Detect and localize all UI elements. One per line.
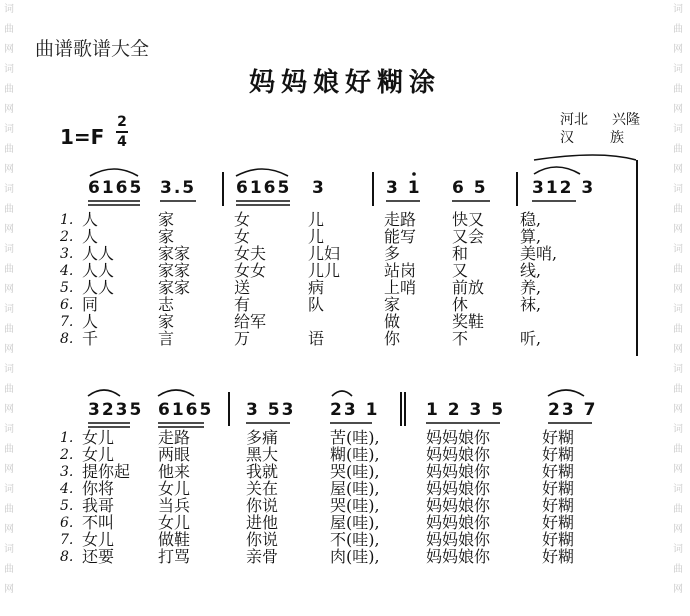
watermark-glyph: 网 <box>673 164 683 175</box>
note-group: 6165 <box>158 400 214 420</box>
watermark-glyph: 词 <box>673 364 683 375</box>
lyric-text: 打骂 <box>158 547 191 566</box>
note-group: 23 7 <box>548 400 598 420</box>
lyric-text: 哭(哇), <box>330 462 380 481</box>
watermark-glyph: 曲 <box>673 84 683 95</box>
slur <box>534 155 636 160</box>
meta-transcribe: 汉 族 <box>560 130 624 146</box>
watermark-glyph: 词 <box>673 184 683 195</box>
lyric-text: 又 <box>452 261 469 280</box>
lyric-text: 不 <box>452 329 469 348</box>
watermark-glyph: 网 <box>673 284 683 295</box>
lyric-text: 儿儿 <box>308 261 341 280</box>
slur <box>332 391 352 396</box>
note-group: 3.5 <box>160 178 197 198</box>
slur <box>236 169 288 176</box>
lyric-text: 走路 <box>158 428 191 447</box>
lyric-text: 两眼 <box>158 445 191 464</box>
verse-number: 5. <box>60 498 74 514</box>
watermark-glyph: 词 <box>4 544 14 555</box>
lyric-text: 屋(哇), <box>330 513 380 532</box>
lyric-text: 算, <box>520 227 542 246</box>
watermark-glyph: 曲 <box>4 564 14 575</box>
lyric-text: 关在 <box>246 479 279 498</box>
lyric-text: 肉(哇), <box>330 547 380 566</box>
verse-number: 8. <box>60 549 74 565</box>
lyric-text: 女儿 <box>82 530 115 549</box>
lyric-text: 能写 <box>384 227 417 246</box>
lyric-text: 好糊 <box>542 479 575 498</box>
lyric-text: 家 <box>158 227 175 246</box>
watermark-glyph: 网 <box>673 44 683 55</box>
watermark-glyph: 词 <box>4 364 14 375</box>
watermark-glyph: 词 <box>4 64 14 75</box>
lyric-text: 妈妈娘你 <box>426 479 491 498</box>
verse-number: 4. <box>60 481 74 497</box>
lyric-text: 亲骨 <box>246 547 279 566</box>
watermark-glyph: 曲 <box>4 264 14 275</box>
lyric-text: 屋(哇), <box>330 479 380 498</box>
watermark-glyph: 网 <box>4 584 14 595</box>
watermark-glyph: 词 <box>673 124 683 135</box>
lyric-text: 人人 <box>82 261 115 280</box>
lyric-text: 万 <box>234 329 251 348</box>
lyric-text: 当兵 <box>158 496 191 515</box>
lyric-text: 儿 <box>308 210 325 229</box>
lyric-text: 做 <box>384 312 401 331</box>
watermark-glyph: 词 <box>4 4 14 15</box>
lyric-text: 快又 <box>452 210 485 229</box>
lyric-text: 走路 <box>384 210 417 229</box>
watermark-glyph: 词 <box>4 424 14 435</box>
time-signature: 2 4 <box>117 114 127 150</box>
watermark-glyph: 词 <box>4 244 14 255</box>
lyric-text: 人 <box>82 312 99 331</box>
lyric-text: 养, <box>520 278 542 297</box>
watermark-glyph: 网 <box>4 524 14 535</box>
watermark-glyph: 网 <box>4 464 14 475</box>
lyric-text: 好糊 <box>542 513 575 532</box>
note-group: 312 3 <box>532 178 596 198</box>
lyric-text: 女 <box>234 227 251 246</box>
lyric-text: 病 <box>308 278 325 297</box>
lyric-text: 言 <box>158 329 175 348</box>
note-group: 6165 <box>236 178 292 198</box>
lyric-text: 家家 <box>158 278 191 297</box>
lyric-text: 人 <box>82 210 99 229</box>
watermark-glyph: 网 <box>673 404 683 415</box>
verse-number: 7. <box>60 314 74 330</box>
lyric-text: 还要 <box>82 547 115 566</box>
watermark-glyph: 曲 <box>673 384 683 395</box>
lyric-text: 奖鞋 <box>452 312 485 331</box>
watermark-glyph: 曲 <box>673 504 683 515</box>
lyric-text: 同 <box>82 295 99 314</box>
lyric-text: 语 <box>308 329 325 348</box>
lyric-text: 送 <box>234 278 251 297</box>
lyric-text: 你说 <box>246 496 279 515</box>
lyric-text: 稳, <box>520 210 542 229</box>
lyric-text: 哭(哇), <box>330 496 380 515</box>
octave-dot <box>412 172 416 176</box>
watermark-glyph: 词 <box>4 484 14 495</box>
verse-number: 1. <box>60 212 74 228</box>
lyric-text: 给军 <box>234 312 267 331</box>
lyric-text: 休 <box>452 295 469 314</box>
lyric-text: 家 <box>158 210 175 229</box>
watermark-glyph: 词 <box>673 304 683 315</box>
watermark-glyph: 网 <box>4 404 14 415</box>
verse-number: 5. <box>60 280 74 296</box>
watermark-glyph: 网 <box>4 44 14 55</box>
watermark-glyph: 网 <box>4 284 14 295</box>
watermark-glyph: 网 <box>673 584 683 595</box>
note-group: 3 1 <box>386 178 422 198</box>
watermark-glyph: 网 <box>4 164 14 175</box>
watermark-glyph: 曲 <box>4 384 14 395</box>
lyric-text: 妈妈娘你 <box>426 513 491 532</box>
lyric-text: 他来 <box>158 462 191 481</box>
lyric-text: 好糊 <box>542 445 575 464</box>
lyric-text: 妈妈娘你 <box>426 445 491 464</box>
verse-number: 2. <box>60 229 74 245</box>
lyric-text: 好糊 <box>542 462 575 481</box>
watermark-glyph: 曲 <box>673 204 683 215</box>
lyric-text: 好糊 <box>542 547 575 566</box>
lyric-text: 女儿 <box>158 479 191 498</box>
lyric-text: 前放 <box>452 278 485 297</box>
key-signature: 1=F <box>60 125 105 149</box>
watermark-glyph: 词 <box>4 304 14 315</box>
watermark-glyph: 曲 <box>673 324 683 335</box>
watermark-glyph: 曲 <box>673 564 683 575</box>
lyric-text: 进他 <box>246 513 279 532</box>
watermark-glyph: 网 <box>4 104 14 115</box>
lyric-text: 人 <box>82 227 99 246</box>
lyric-text: 我哥 <box>82 496 115 515</box>
lyric-text: 志 <box>158 295 175 314</box>
verse-number: 6. <box>60 515 74 531</box>
lyric-text: 好糊 <box>542 428 575 447</box>
slur <box>90 169 138 176</box>
watermark-glyph: 曲 <box>4 444 14 455</box>
verse-number: 6. <box>60 297 74 313</box>
lyric-text: 袜, <box>520 295 542 314</box>
lyric-text: 做鞋 <box>158 530 191 549</box>
lyric-text: 上哨 <box>384 278 417 297</box>
watermark-glyph: 曲 <box>4 24 14 35</box>
lyric-text: 好糊 <box>542 496 575 515</box>
watermark-glyph: 网 <box>673 104 683 115</box>
verse-number: 3. <box>60 246 74 262</box>
lyric-text: 多痛 <box>246 428 279 447</box>
slur <box>158 390 194 396</box>
lyric-text: 妈妈娘你 <box>426 547 491 566</box>
note-group: 1 2 3 5 <box>426 400 506 420</box>
watermark-glyph: 词 <box>673 4 683 15</box>
lyric-text: 黑大 <box>246 445 279 464</box>
lyric-text: 女儿 <box>158 513 191 532</box>
verse-number: 1. <box>60 430 74 446</box>
verse-number: 4. <box>60 263 74 279</box>
verse-number: 8. <box>60 331 74 347</box>
lyric-text: 不叫 <box>82 513 115 532</box>
lyric-text: 千 <box>82 329 99 348</box>
watermark-glyph: 网 <box>673 344 683 355</box>
lyric-text: 又会 <box>452 227 485 246</box>
lyric-text: 女 <box>234 210 251 229</box>
watermark-glyph: 网 <box>673 524 683 535</box>
lyric-text: 女女 <box>234 261 267 280</box>
watermark-glyph: 词 <box>673 64 683 75</box>
watermark-glyph: 曲 <box>4 324 14 335</box>
lyric-text: 和 <box>452 244 469 263</box>
note-group: 23 1 <box>330 400 380 420</box>
song-title: 妈妈娘好糊涂 <box>248 68 441 98</box>
lyric-text: 你说 <box>246 530 279 549</box>
note-group: 3 53 <box>246 400 296 420</box>
lyric-text: 苦(哇), <box>330 428 380 447</box>
lyric-text: 妈妈娘你 <box>426 428 491 447</box>
watermark-glyph: 曲 <box>4 204 14 215</box>
note-group: 6 5 <box>452 178 488 198</box>
lyric-text: 家家 <box>158 244 191 263</box>
lyric-text: 站岗 <box>384 261 417 280</box>
lyric-text: 线, <box>520 261 542 280</box>
lyric-text: 儿妇 <box>308 244 341 263</box>
watermark-glyph: 曲 <box>4 144 14 155</box>
lyric-text: 女夫 <box>234 244 267 263</box>
lyric-text: 提你起 <box>82 462 131 481</box>
lyric-text: 女儿 <box>82 428 115 447</box>
note-group: 3235 <box>88 400 144 420</box>
slur <box>88 390 120 396</box>
lyric-text: 糊(哇), <box>330 445 380 464</box>
watermark-glyph: 词 <box>4 124 14 135</box>
site-name: 曲谱歌谱大全 <box>35 38 150 60</box>
watermark-glyph: 曲 <box>4 84 14 95</box>
lyric-text: 你将 <box>82 479 115 498</box>
lyric-text: 妈妈娘你 <box>426 530 491 549</box>
watermark-glyph: 词 <box>673 544 683 555</box>
watermark-glyph: 曲 <box>673 24 683 35</box>
verse-number: 7. <box>60 532 74 548</box>
watermark-glyph: 词 <box>4 184 14 195</box>
lyric-text: 家 <box>384 295 401 314</box>
lyric-text: 人人 <box>82 244 115 263</box>
watermark-glyph: 曲 <box>4 504 14 515</box>
meta-region: 河北 兴隆 <box>560 112 640 128</box>
lyric-text: 你 <box>384 329 401 348</box>
lyric-text: 家 <box>158 312 175 331</box>
lyric-text: 人人 <box>82 278 115 297</box>
lyric-text: 妈妈娘你 <box>426 496 491 515</box>
lyric-text: 有 <box>234 295 251 314</box>
lyric-text: 女儿 <box>82 445 115 464</box>
note-group: 6165 <box>88 178 144 198</box>
note-group: 3 <box>312 178 326 198</box>
watermark-glyph: 网 <box>4 224 14 235</box>
lyric-text: 妈妈娘你 <box>426 462 491 481</box>
lyric-text: 我就 <box>246 462 279 481</box>
verse-number: 3. <box>60 464 74 480</box>
lyric-text: 儿 <box>308 227 325 246</box>
lyric-text: 家家 <box>158 261 191 280</box>
watermark-glyph: 网 <box>673 464 683 475</box>
lyric-text: 听, <box>520 329 542 348</box>
watermark-glyph: 曲 <box>673 264 683 275</box>
slur <box>548 390 584 396</box>
slur <box>534 167 580 174</box>
watermark-glyph: 曲 <box>673 144 683 155</box>
lyric-text: 不(哇), <box>330 530 380 549</box>
watermark-glyph: 网 <box>4 344 14 355</box>
lyric-text: 队 <box>308 295 325 314</box>
watermark-glyph: 词 <box>673 484 683 495</box>
verse-number: 2. <box>60 447 74 463</box>
lyric-text: 好糊 <box>542 530 575 549</box>
watermark-glyph: 词 <box>673 424 683 435</box>
watermark-glyph: 曲 <box>673 444 683 455</box>
watermark-glyph: 网 <box>673 224 683 235</box>
lyric-text: 多 <box>384 244 401 263</box>
lyric-text: 美哨, <box>520 244 558 263</box>
watermark-glyph: 词 <box>673 244 683 255</box>
